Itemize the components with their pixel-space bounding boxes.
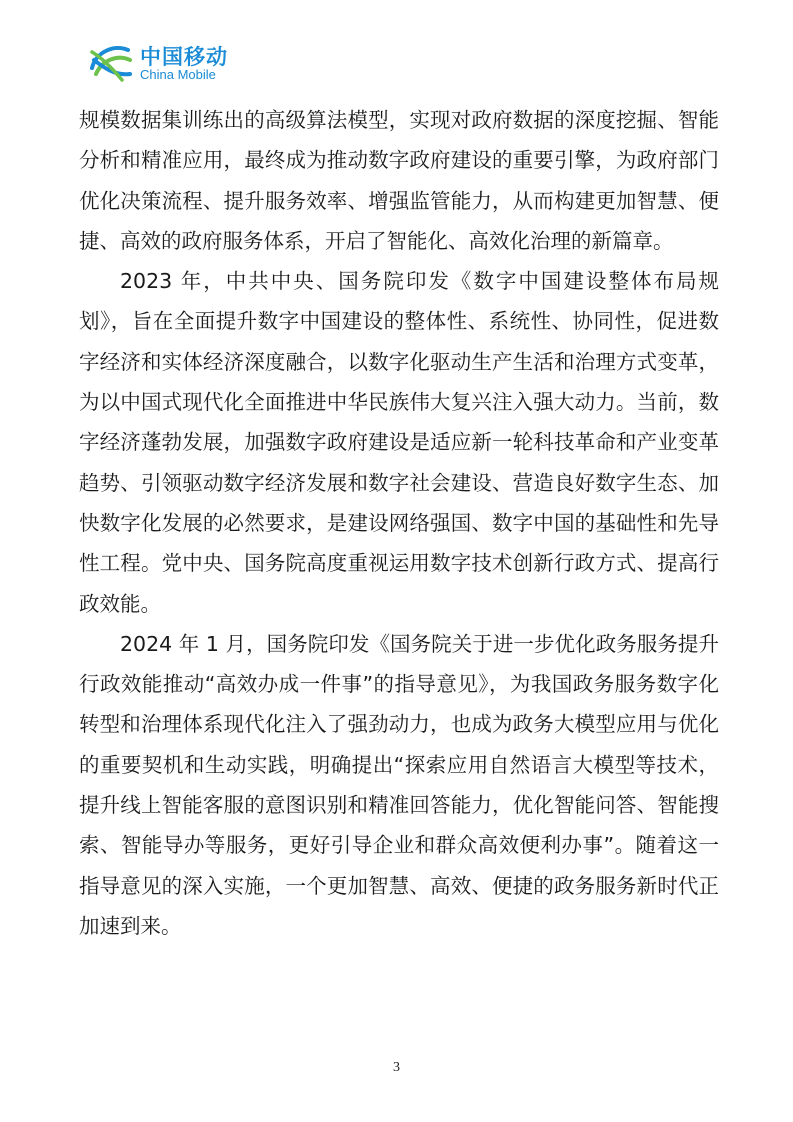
paragraph-2023-plan: 2023 年，中共中央、国务院印发《数字中国建设整体布局规划》，旨在全面提升数字中国建设的整体性、系统性、协同性，促进数字经济和实体经济深度融合，以数字化驱动生产生活和治理方式变革，为以中国式现代化全面推进中华民族伟大复兴注入强大动力。当前，数字经济蓬勃发展，加强数字政府建设是适应新一轮科技革命和产业变革趋势、引领驱动数字经济发展和数字社会建设、营造良好数字生态、加快数字化发展的必然要求，是建设网络强国、数字中国的基础性和先导性工程。党中央、国务院高度重视运用数字技术创新行政方式、提高行政效能。 <box>79 269 719 616</box>
logo-english-text: China Mobile <box>140 67 216 82</box>
paragraph-2024-guidance: 2024 年 1 月，国务院印发《国务院关于进一步优化政务服务提升行政效能推动“高效办成一件事”的指导意见》，为我国政务服务数字化转型和治理体系现代化注入了强劲动力，也成为政务大模型应用与优化的重要契机和生动实践，明确提出“探索应用自然语言大模型等技术，提升线上智能客服的意图识别和精准回答能力，优化智能问答、智能搜索、智能导办等服务，更好引导企业和群众高效便利办事”。随着这一指导意见的深入实施，一个更加智慧、高效、便捷的政务服务新时代正加速到来。 <box>79 631 719 938</box>
page-number: 3 <box>393 1060 400 1075</box>
page-header <box>86 38 286 86</box>
paragraph-continuation: 规模数据集训练出的高级算法模型，实现对政府数据的深度挖掘、智能分析和精准应用，最终成为推动数字政府建设的重要引擎，为政府部门优化决策流程、提升服务效率、增强监管能力，从而构建更加智慧、便捷、高效的政府服务体系，开启了智能化、高效化治理的新篇章。 <box>79 108 719 253</box>
logo-chinese-text: 中国移动 <box>140 45 228 69</box>
china-mobile-logo-icon <box>86 38 136 86</box>
document-body <box>79 100 719 946</box>
